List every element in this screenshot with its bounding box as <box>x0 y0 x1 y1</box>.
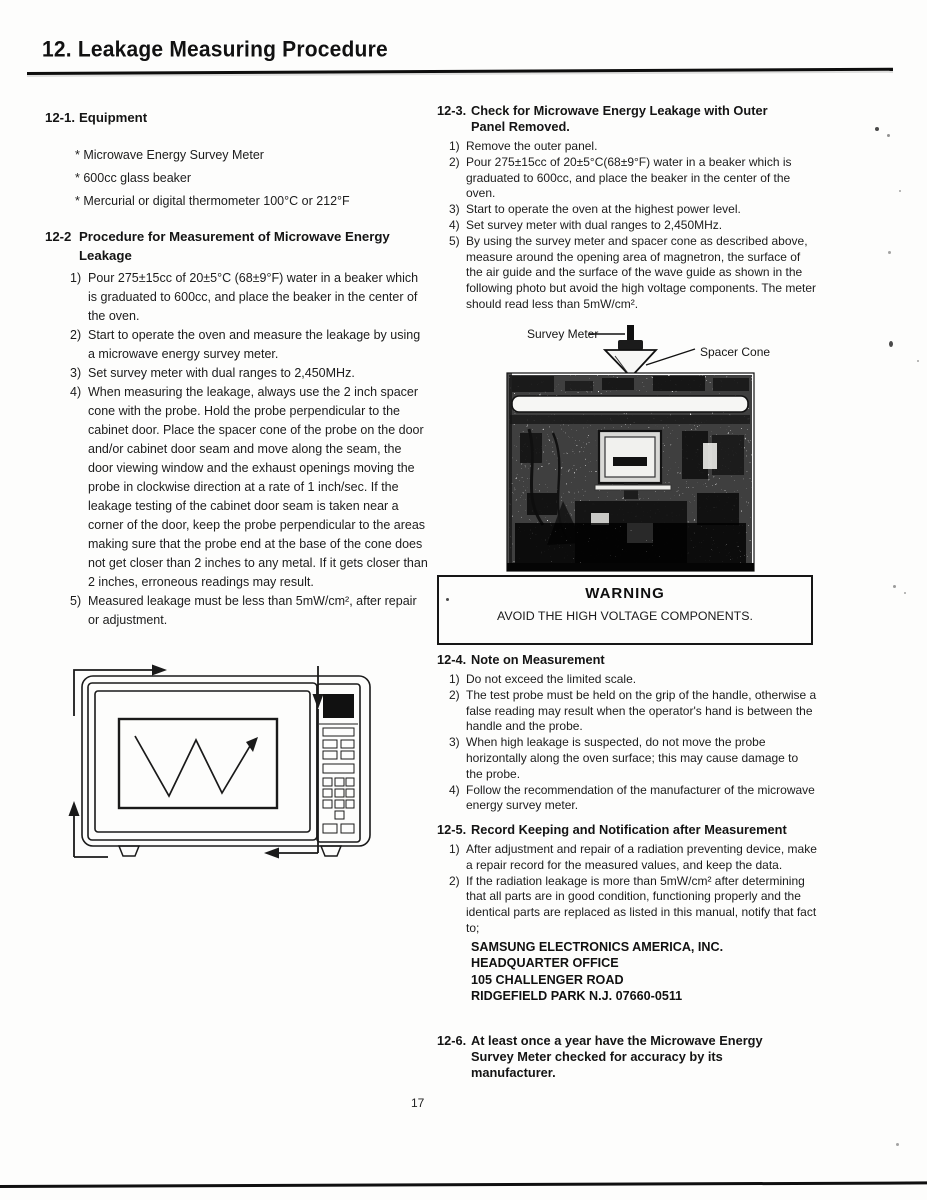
section-procedure <box>45 227 429 630</box>
check-list <box>449 139 817 313</box>
section-heading: 12-6. At least once a year have the Microwave Energy Survey Meter checked for accuracy by its manufacturer. <box>437 1033 763 1080</box>
list-item: 4) When measuring the leakage, always use the 2 inch spacer cone with the probe. Hold the probe perpendicular to the cabinet door. Place the spacer cone of the probe on the door and/or cabinet door seam and move along the seam, the door viewing window and the exhaust openings moving the probe in clockwise direction at a rate of 1 inch/sec. If the leakage testing of the cabinet door seam is taken near a corner of the door, keep the probe perpendicular to the areas making sure that the probe end at the base of the cone does not get closer than 2 inches to any metal. If it gets closer than 2 inches, erroneous readings may result. <box>70 385 428 589</box>
list-item: * Mercurial or digital thermometer 100°C or 212°F <box>75 194 350 208</box>
section-equipment <box>45 108 429 215</box>
internals-photo-figure <box>437 325 819 575</box>
list-item: 2) The test probe must be held on the grip of the handle, otherwise a false reading may result when the operator's hand is between the handle and the probe. <box>449 687 817 734</box>
section-heading: 12-2 Procedure for Measurement of Microwave Energy Leakage <box>45 229 390 263</box>
scan-speck <box>893 585 896 588</box>
section-heading: 12-3. Check for Microwave Energy Leakage with Outer Panel Removed. <box>437 103 768 134</box>
list-item: 3) When high leakage is suspected, do not move the probe horizontally along the oven surface; this may cause damage to the probe. <box>449 735 799 781</box>
list-item: 1) After adjustment and repair of a radiation preventing device, make a repair record for the measured values, and keep the data. <box>449 842 817 872</box>
list-item: 2) Start to operate the oven and measure the leakage by using a microwave energy survey meter. <box>70 328 421 361</box>
list-item: 4) Set survey meter with dual ranges to 2,450MHz. <box>449 217 723 232</box>
bottom-scan-line <box>0 1181 927 1188</box>
scan-speck <box>889 341 893 347</box>
list-item: 2) Pour 275±15cc of 20±5°C(68±9°F) water in a beaker which is graduated to 600cc, and place the beaker in the center of the oven. <box>449 154 792 201</box>
warning-text: AVOID THE HIGH VOLTAGE COMPONENTS. <box>497 608 753 623</box>
section-note <box>437 652 817 814</box>
oven-front-drawing <box>55 656 400 874</box>
address-line: 105 CHALLENGER ROAD <box>471 972 624 987</box>
survey-meter-label: Survey Meter <box>527 327 599 341</box>
survey-probe-drawing <box>605 325 656 377</box>
internals-photo <box>507 373 754 571</box>
procedure-list <box>70 269 429 630</box>
list-item: 3) Set survey meter with dual ranges to 2,450MHz. <box>70 366 355 380</box>
list-item: 1) Do not exceed the limited scale. <box>449 672 637 686</box>
list-item: 5) Measured leakage must be less than 5mW/cm², after repair or adjustment. <box>70 594 417 627</box>
warning-box <box>437 575 813 645</box>
list-item: 1) Pour 275±15cc of 20±5°C (68±9°F) water in a beaker which is graduated to 600cc, and place the beaker in the center of the oven. <box>70 271 419 323</box>
section-annual-check <box>437 1033 817 1081</box>
scan-speck <box>904 592 906 594</box>
section-heading: 12-1. Equipment <box>45 110 148 125</box>
equipment-list <box>75 146 429 211</box>
scan-speck <box>887 134 890 137</box>
scan-speck <box>888 251 891 254</box>
notification-address <box>471 939 817 1005</box>
spacer-cone-label: Spacer Cone <box>700 345 771 359</box>
scan-speck <box>896 1143 899 1146</box>
list-item: 3) Start to operate the oven at the highest power level. <box>449 202 741 217</box>
oven-drawing-svg <box>55 656 400 874</box>
page-title: 12. Leakage Measuring Procedure <box>42 37 388 62</box>
section-heading: 12-4. Note on Measurement <box>437 652 605 667</box>
scan-speck <box>899 190 901 192</box>
address-line: HEADQUARTER OFFICE <box>471 956 619 971</box>
scan-speck <box>917 360 919 362</box>
section-heading: 12-5. Record Keeping and Notification after Measurement <box>437 822 787 837</box>
list-item: * 600cc glass beaker <box>75 171 192 185</box>
title-divider <box>27 68 893 75</box>
list-item: 1) Remove the outer panel. <box>449 139 598 153</box>
section-record <box>437 822 817 1005</box>
page-number: 17 <box>411 1096 425 1110</box>
list-item: * Microwave Energy Survey Meter <box>75 148 264 162</box>
warning-title: WARNING <box>585 585 665 602</box>
scan-speck <box>446 598 449 601</box>
internals-photo-svg <box>437 325 819 575</box>
list-item: 2) If the radiation leakage is more than 5mW/cm² after determining that all parts are in good condition, functioning properly and the identical parts are replaced as listed in this manual, notify that fact to; <box>449 873 817 935</box>
list-item: 4) Follow the recommendation of the manufacturer of the microwave energy survey meter. <box>449 782 815 813</box>
address-line: RIDGEFIELD PARK N.J. 07660-0511 <box>471 989 683 1004</box>
scan-speck <box>875 127 879 131</box>
record-list <box>449 842 817 937</box>
section-check <box>437 103 817 313</box>
note-list <box>449 672 817 814</box>
address-line: SAMSUNG ELECTRONICS AMERICA, INC. <box>471 939 724 954</box>
list-item: 5) By using the survey meter and spacer cone as described above, measure around the opening area of magnetron, the surface of the air guide and the surface of the wave guide as shown in the following photo but avoid the high voltage components. The meter should read less than 5mW/cm². <box>449 233 817 311</box>
